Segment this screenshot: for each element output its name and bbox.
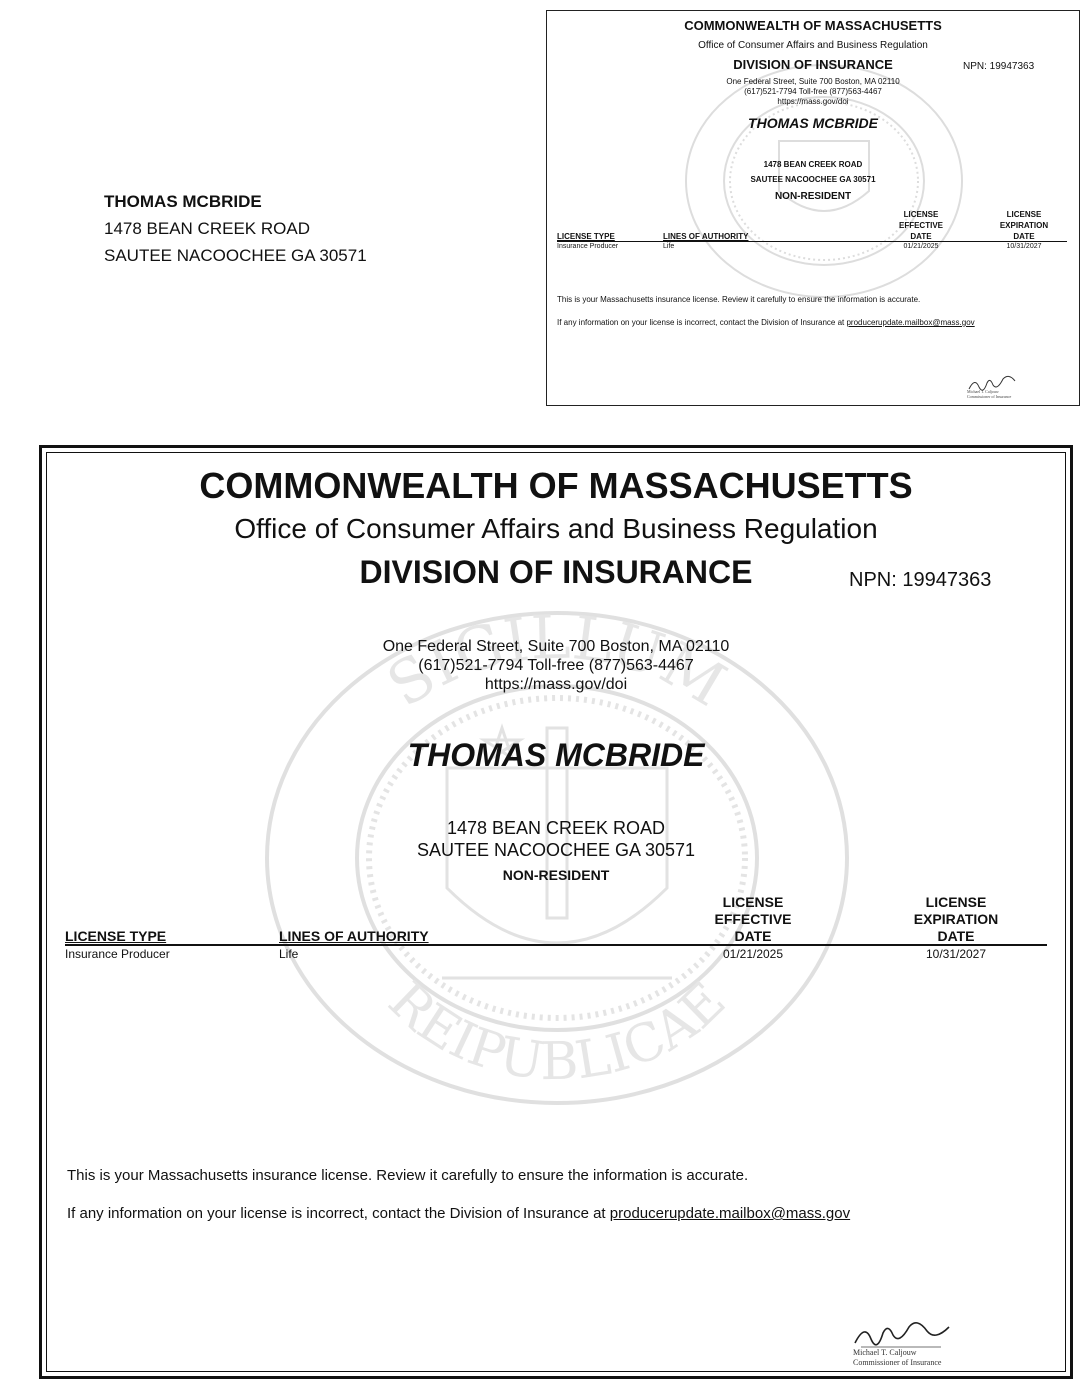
- small-col-license-type: [557, 232, 615, 241]
- small-col-lines-label: LINES OF AUTHORITY: [663, 232, 749, 241]
- small-col-lines: [663, 232, 748, 241]
- small-email-link[interactable]: producerupdate.mailbox@mass.gov: [846, 318, 975, 327]
- col-effective-2: EFFECTIVE: [714, 911, 792, 927]
- division-name: DIVISION OF INSURANCE: [359, 554, 753, 590]
- col-effective-date: [693, 894, 813, 945]
- mailing-city: SAUTEE NACOOCHEE GA 30571: [104, 246, 367, 265]
- small-division: DIVISION OF INSURANCE: [733, 57, 893, 72]
- npn-number: NPN: 19947363: [849, 569, 992, 591]
- col-effective-1: LICENSE: [722, 894, 784, 910]
- small-holder-street: 1478 BEAN CREEK ROAD: [763, 160, 863, 169]
- col-license-type: [65, 928, 166, 944]
- small-signer-name: Michael T. Caljouw: [967, 389, 999, 394]
- small-notice-1: This is your Massachusetts insurance license. Review it carefully to ensure the information is accurate.: [557, 295, 921, 304]
- small-notice-2-text: If any information on your license is incorrect, contact the Division of Insurance at: [557, 318, 845, 327]
- certificate-inner-border: [46, 452, 1066, 1372]
- small-contact: [547, 77, 1079, 107]
- mailing-name: THOMAS MCBRIDE: [104, 192, 262, 211]
- small-col-license-type-label: LICENSE TYPE: [557, 232, 615, 241]
- small-row-lines: Life: [663, 243, 675, 250]
- small-row-expiration: 10/31/2027: [1006, 243, 1042, 250]
- small-col-effective: [881, 209, 961, 242]
- commissioner-title: Commissioner of Insurance: [853, 1358, 942, 1367]
- row-license-type: Insurance Producer: [65, 947, 170, 961]
- division-phone: (617)521-7794 Toll-free (877)563-4467: [418, 657, 694, 674]
- small-notice-2: [557, 318, 975, 327]
- licensee-street: 1478 BEAN CREEK ROAD: [446, 818, 666, 838]
- small-office: Office of Consumer Affairs and Business Regulation: [698, 40, 928, 51]
- mailing-street: 1478 BEAN CREEK ROAD: [104, 219, 310, 238]
- small-holder-address: [547, 157, 1079, 187]
- row-expiration-date: 10/31/2027: [925, 947, 987, 961]
- col-expiration-3: DATE: [937, 928, 975, 944]
- small-phone-line: (617)521-7794 Toll-free (877)563-4467: [744, 87, 882, 96]
- small-col-expiration-3: DATE: [1013, 232, 1035, 241]
- office-name: Office of Consumer Affairs and Business Regulation: [234, 513, 878, 544]
- col-expiration-date: [896, 894, 1016, 945]
- col-lines-of-authority: [279, 928, 429, 944]
- license-certificate: [39, 445, 1073, 1379]
- notice-contact-text: If any information on your license is incorrect, contact the Division of Insurance at: [67, 1205, 606, 1222]
- row-lines-of-authority: Life: [279, 947, 299, 961]
- commissioner-block: [853, 1348, 941, 1368]
- col-lines-label: LINES OF AUTHORITY: [279, 928, 429, 944]
- small-col-expiration: [984, 209, 1064, 242]
- notice-contact: [67, 1205, 850, 1222]
- license-card-small: [546, 10, 1080, 406]
- small-npn: NPN: 19947363: [963, 61, 1035, 72]
- col-effective-3: DATE: [734, 928, 772, 944]
- small-col-expiration-2: EXPIRATION: [999, 221, 1049, 230]
- residency-status: NON-RESIDENT: [502, 867, 610, 883]
- col-expiration-1: LICENSE: [925, 894, 987, 910]
- email-link[interactable]: producerupdate.mailbox@mass.gov: [609, 1205, 851, 1222]
- page-title: COMMONWEALTH OF MASSACHUSETTS: [199, 465, 913, 506]
- small-col-effective-1: LICENSE: [903, 210, 939, 219]
- small-holder-city: SAUTEE NACOOCHEE GA 30571: [750, 175, 876, 184]
- small-signer: [967, 389, 1011, 399]
- small-residency: NON-RESIDENT: [774, 191, 852, 202]
- division-contact: [47, 637, 1065, 694]
- col-expiration-2: EXPIRATION: [913, 911, 999, 927]
- small-address-line: One Federal Street, Suite 700 Boston, MA 02110: [726, 77, 900, 86]
- small-row-effective: 01/21/2025: [903, 243, 939, 250]
- small-holder-name: THOMAS MCBRIDE: [748, 115, 878, 131]
- commissioner-name: Michael T. Caljouw: [853, 1348, 917, 1357]
- col-license-type-label: LICENSE TYPE: [65, 928, 167, 944]
- small-state-title: COMMONWEALTH OF MASSACHUSETTS: [684, 18, 942, 33]
- small-col-effective-3: DATE: [910, 232, 932, 241]
- mailing-address: [104, 188, 367, 269]
- small-website: https://mass.gov/doi: [777, 97, 849, 106]
- small-col-expiration-1: LICENSE: [1006, 210, 1042, 219]
- licensee-name: THOMAS MCBRIDE: [407, 737, 705, 773]
- notice-review: This is your Massachusetts insurance license. Review it carefully to ensure the information is accurate.: [67, 1167, 749, 1184]
- table-header-rule: [65, 944, 1047, 946]
- seal-arc-text: SIGILLUM: [375, 608, 738, 722]
- division-address: One Federal Street, Suite 700 Boston, MA 02110: [382, 638, 730, 655]
- licensee-city: SAUTEE NACOOCHEE GA 30571: [416, 840, 696, 860]
- small-signer-title: Commissioner of Insurance: [967, 394, 1012, 399]
- division-website: https://mass.gov/doi: [484, 676, 628, 693]
- row-effective-date: 01/21/2025: [722, 947, 784, 961]
- licensee-address: [47, 817, 1065, 861]
- small-row-license-type: Insurance Producer: [557, 243, 619, 250]
- seal-arc-text-bottom: REIPUBLICAE: [376, 970, 738, 1093]
- small-header-rule: [557, 241, 1067, 242]
- small-col-effective-2: EFFECTIVE: [898, 221, 943, 230]
